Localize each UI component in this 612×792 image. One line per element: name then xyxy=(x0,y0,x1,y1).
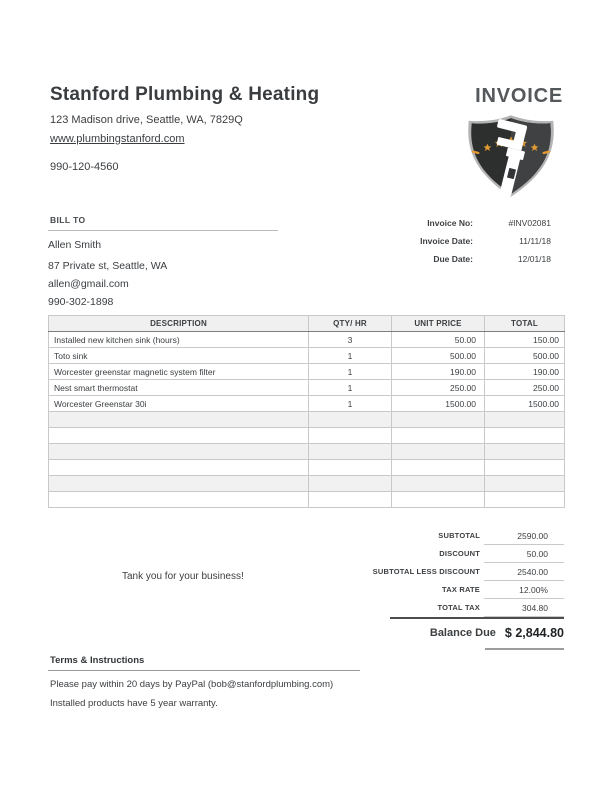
company-header xyxy=(50,84,319,173)
col-header-qty-hr: QTY/ HR xyxy=(309,316,392,332)
meta-row xyxy=(420,236,551,246)
col-header-unit-price: UNIT PRICE xyxy=(392,316,485,332)
balance-underline xyxy=(485,648,564,650)
empty-cell xyxy=(392,492,485,508)
col-header-description: DESCRIPTION xyxy=(49,316,309,332)
item-description: Worcester Greenstar 30i xyxy=(49,396,309,412)
summary-label: SUBTOTAL xyxy=(438,531,480,540)
empty-item-row xyxy=(49,476,565,492)
empty-cell xyxy=(392,428,485,444)
summary-label: TOTAL TAX xyxy=(437,603,480,612)
customer-address: 87 Private st, Seattle, WA xyxy=(48,260,168,272)
meta-label: Invoice Date: xyxy=(420,236,473,246)
empty-cell xyxy=(49,444,309,460)
empty-cell xyxy=(49,412,309,428)
empty-cell xyxy=(309,460,392,476)
summary-label: TAX RATE xyxy=(442,585,480,594)
customer-phone: 990-302-1898 xyxy=(48,296,114,308)
item-qty: 1 xyxy=(309,380,392,396)
balance-due-section xyxy=(390,617,564,650)
item-qty: 3 xyxy=(309,332,392,348)
bill-to-label: BILL TO xyxy=(48,215,278,231)
item-unit-price: 250.00 xyxy=(392,380,485,396)
customer-name: Allen Smith xyxy=(48,239,102,251)
totals-summary xyxy=(373,527,564,617)
summary-value: 50.00 xyxy=(484,549,564,563)
invoice-title: INVOICE xyxy=(475,85,563,107)
terms-heading: Terms & Instructions xyxy=(48,655,360,671)
empty-cell xyxy=(392,460,485,476)
empty-cell xyxy=(49,460,309,476)
summary-row xyxy=(373,545,564,563)
plumbing-shield-logo xyxy=(457,111,565,205)
items-tbody xyxy=(49,332,565,508)
empty-cell xyxy=(309,444,392,460)
empty-cell xyxy=(485,476,565,492)
summary-row xyxy=(373,599,564,617)
company-name: Stanford Plumbing & Heating xyxy=(50,84,320,105)
item-unit-price: 1500.00 xyxy=(392,396,485,412)
empty-item-row xyxy=(49,428,565,444)
company-address: 123 Madison drive, Seattle, WA, 7829Q xyxy=(50,114,243,126)
empty-item-row xyxy=(49,412,565,428)
empty-item-row xyxy=(49,444,565,460)
empty-cell xyxy=(485,444,565,460)
summary-row xyxy=(373,581,564,599)
summary-value: 12.00% xyxy=(484,585,564,599)
empty-cell xyxy=(485,412,565,428)
item-qty: 1 xyxy=(309,396,392,412)
meta-row xyxy=(420,254,551,264)
item-description: Toto sink xyxy=(49,348,309,364)
summary-value: 304.80 xyxy=(484,603,564,617)
item-description: Worcester greenstar magnetic system filter xyxy=(49,364,309,380)
empty-item-row xyxy=(49,460,565,476)
item-row xyxy=(49,348,565,364)
item-unit-price: 50.00 xyxy=(392,332,485,348)
item-qty: 1 xyxy=(309,364,392,380)
empty-cell xyxy=(485,492,565,508)
item-row xyxy=(49,380,565,396)
meta-row xyxy=(420,218,551,228)
summary-value: 2540.00 xyxy=(484,567,564,581)
empty-cell xyxy=(49,428,309,444)
item-total: 190.00 xyxy=(485,364,565,380)
item-total: 500.00 xyxy=(485,348,565,364)
balance-due-value: $ 2,844.80 xyxy=(504,626,564,640)
thank-you-message: Tank you for your business! xyxy=(122,571,244,582)
summary-row xyxy=(373,527,564,545)
empty-cell xyxy=(485,428,565,444)
terms-line-payment: Please pay within 20 days by PayPal (bob@stanfordplumbing.com) xyxy=(50,679,334,690)
empty-cell xyxy=(392,476,485,492)
item-row xyxy=(49,396,565,412)
empty-cell xyxy=(309,428,392,444)
item-description: Installed new kitchen sink (hours) xyxy=(49,332,309,348)
items-header-row xyxy=(49,316,565,332)
terms-line-warranty: Installed products have 5 year warranty. xyxy=(50,698,218,709)
empty-cell xyxy=(309,412,392,428)
empty-cell xyxy=(309,476,392,492)
meta-label: Invoice No: xyxy=(427,218,473,228)
meta-value: 11/11/18 xyxy=(519,236,551,246)
summary-label: SUBTOTAL LESS DISCOUNT xyxy=(372,567,480,576)
item-description: Nest smart thermostat xyxy=(49,380,309,396)
empty-cell xyxy=(392,444,485,460)
item-qty: 1 xyxy=(309,348,392,364)
empty-cell xyxy=(49,476,309,492)
meta-label: Due Date: xyxy=(433,254,473,264)
items-table xyxy=(48,315,565,508)
customer-email: allen@gmail.com xyxy=(48,278,129,290)
item-unit-price: 190.00 xyxy=(392,364,485,380)
empty-cell xyxy=(49,492,309,508)
empty-cell xyxy=(485,460,565,476)
company-website-link[interactable]: www.plumbingstanford.com xyxy=(50,133,185,145)
balance-due-label: Balance Due xyxy=(429,627,496,639)
item-total: 1500.00 xyxy=(485,396,565,412)
empty-cell xyxy=(309,492,392,508)
item-row xyxy=(49,332,565,348)
company-phone: 990-120-4560 xyxy=(50,161,119,173)
summary-label: DISCOUNT xyxy=(439,549,480,558)
empty-cell xyxy=(392,412,485,428)
bill-to-section xyxy=(48,215,278,308)
col-header-total: TOTAL xyxy=(485,316,565,332)
item-total: 150.00 xyxy=(485,332,565,348)
item-total: 250.00 xyxy=(485,380,565,396)
invoice-meta xyxy=(420,218,551,272)
summary-value: 2590.00 xyxy=(484,531,564,545)
terms-section xyxy=(48,655,478,709)
meta-value: #INV02081 xyxy=(508,218,551,228)
meta-value: 12/01/18 xyxy=(517,254,551,264)
item-row xyxy=(49,364,565,380)
empty-item-row xyxy=(49,492,565,508)
item-unit-price: 500.00 xyxy=(392,348,485,364)
summary-row xyxy=(373,563,564,581)
